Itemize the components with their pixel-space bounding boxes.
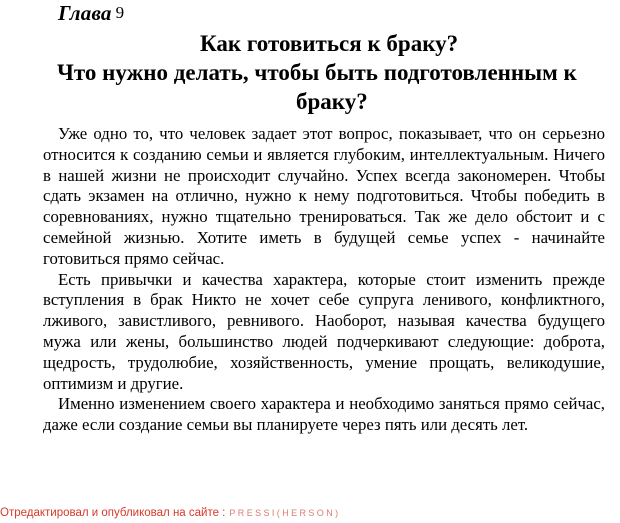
chapter-number: 9 bbox=[115, 3, 125, 22]
title-line-3: браку? bbox=[296, 89, 368, 114]
footer-credit bbox=[0, 506, 341, 520]
title-line-2: Что нужно делать, чтобы быть подготовленным к bbox=[57, 60, 577, 85]
chapter-heading bbox=[58, 1, 124, 27]
paragraph-2: Есть привычки и качества характера, которые стоит изменить прежде вступления в брак Никто не хочет себе супруга ленивого, конфликтного, лживого, завистливого, ревнивого. Наоборот, называя качества будущего мужа или жены, большинство людей подчеркивают следующие: доброта, щедрость, трудолюбие, хозяйственность, умение прощать, великодушие, оптимизм и другие. bbox=[43, 269, 605, 393]
site-logo[interactable]: PRESSI(HERSON) bbox=[229, 508, 341, 518]
title-line-1: Как готовиться к браку? bbox=[200, 31, 459, 56]
chapter-label: Глава bbox=[58, 1, 112, 25]
paragraph-1: Уже одно то, что человек задает этот вопрос, показывает, что он серьезно относится к созданию семьи и является глубоким, интеллектуальным. Ничего в нашей жизни не происходит случайно. Успех всегда закономерен. Чтобы сдать экзамен на отлично, нужно к нему подготовиться. Чтобы победить в соревнованиях, нужно тщательно тренироваться. Так же дело обстоит и с семейной жизнью. Хотите иметь в будущей семье успех - начинайте готовиться прямо сейчас. bbox=[43, 124, 605, 268]
footer-text: Отредактировал и опубликовал на сайте : bbox=[0, 507, 226, 519]
body-text bbox=[43, 124, 605, 436]
paragraph-3: Именно изменением своего характера и необходимо заняться прямо сейчас, даже если создание семьи вы планируете через пять или десять лет. bbox=[43, 394, 605, 435]
